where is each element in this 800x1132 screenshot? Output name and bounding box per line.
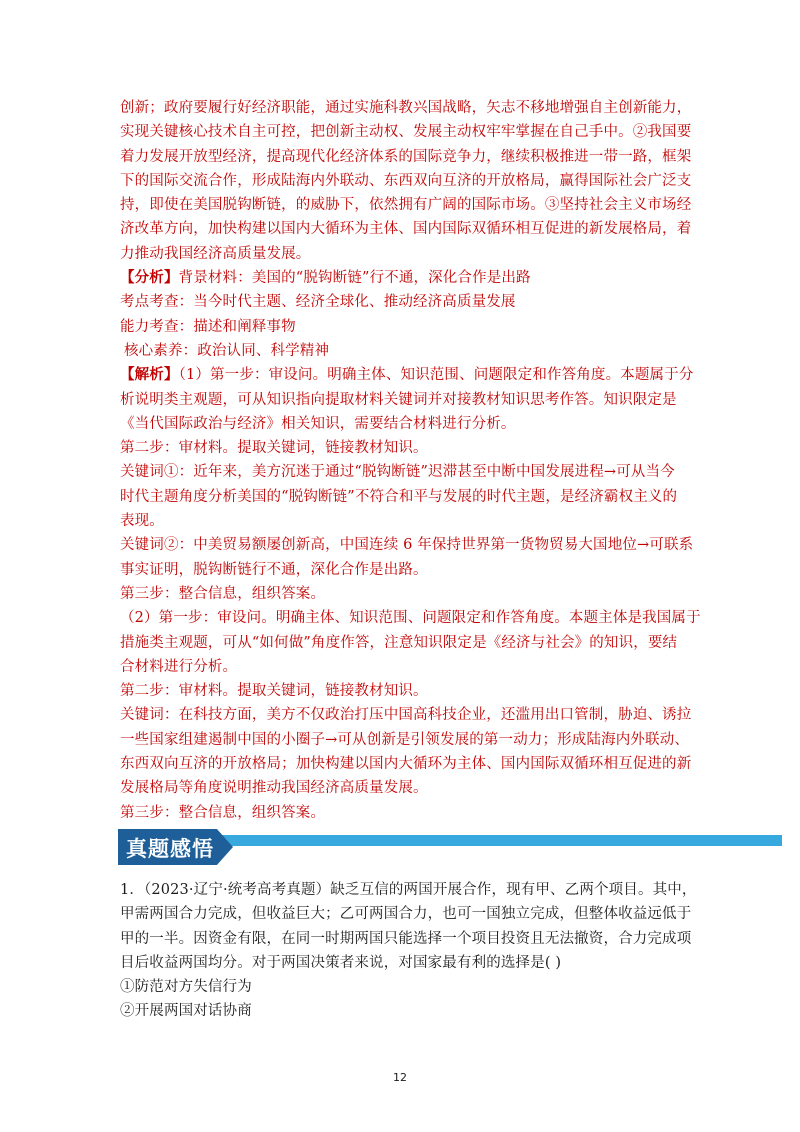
jiexi-line: 关键词①：近年来，美方沉迷于通过“脱钩断链”迟滞甚至中断中国发展进程→可从当今	[120, 464, 675, 481]
analysis-section	[120, 96, 701, 825]
jiexi-line: 合材料进行分析。	[120, 658, 238, 675]
nengli-line: 能力考查：描述和阐释事物	[120, 318, 296, 335]
jiexi-line: 《当代国际政治与经济》相关知识，需要结合材料进行分析。	[120, 415, 516, 432]
question-stem-line: 1．（2023·辽宁·统考高考真题）缺乏互信的两国开展合作，现有甲、乙两个项目。其中，	[120, 882, 697, 898]
page-number: 12	[393, 1071, 407, 1084]
question-option: ①防范对方失信行为	[120, 979, 252, 996]
question-stem-line: 甲需两国合力完成，但收益巨大；乙可两国合力，也可一国独立完成，但整体收益远低于	[120, 906, 692, 923]
analysis-line: 下的国际交流合作，形成陆海内外联动、东西双向互济的开放格局，赢得国际社会广泛支	[120, 172, 692, 189]
analysis-line: 济改革方向，加快构建以国内大循环为主体、国内国际双循环相互促进的新发展格局，着	[120, 221, 692, 238]
jiexi-line: 关键词②：中美贸易额屡创新高，中国连续 6 年保持世界第一货物贸易大国地位→可联系	[120, 537, 694, 554]
jiexi-line: （2）第一步：审设问。明确主体、知识范围、问题限定和作答角度。本题主体是我国属于	[120, 610, 701, 627]
jiexi-line: 析说明类主观题，可从知识指向提取材料关键词并对接教材知识思考作答。知识限定是	[120, 391, 677, 408]
kaodian-line: 考点考查：当今时代主题、经济全球化、推动经济高质量发展	[120, 294, 516, 311]
question-option: ②开展两国对话协商	[120, 1003, 252, 1020]
jiexi-line: 关键词：在科技方面，美方不仅政治打压中国高科技企业，还滥用出口管制，胁迫、诱拉	[120, 707, 692, 724]
jiexi-first-text: （1）第一步：审设问。明确主体、知识范围、问题限定和作答角度。本题属于分	[178, 367, 694, 384]
analysis-line: 创新；政府要履行好经济职能，通过实施科教兴国战略，矢志不移地增强自主创新能力，	[120, 100, 692, 116]
jiexi-line: 东西双向互济的开放格局；加快构建以国内大循环为主体、国内国际双循环相互促进的新	[120, 756, 692, 773]
jiexi-line: 发展格局等角度说明推动我国经济高质量发展。	[120, 780, 428, 797]
fenxi-tag: 【分析】	[120, 269, 179, 287]
jiexi-line: 措施类主观题，可从“如何做”角度作答，注意知识限定是《经济与社会》的知识，要结	[120, 634, 678, 651]
jiexi-line: 第二步：审材料。提取关键词，链接教材知识。	[120, 683, 428, 700]
jiexi-line: 一些国家组建遏制中国的小圈子→可从创新是引领发展的第一动力；形成陆海内外联动、	[120, 731, 689, 748]
jiexi-line: 第三步：整合信息，组织答案。	[120, 804, 326, 821]
question-stem-line: 甲的一半。因资金有限，在同一时期两国只能选择一个项目投资且无法撤资，合力完成项	[120, 930, 692, 947]
banner-stripe	[208, 835, 782, 846]
fenxi-text: 背景材料：美国的“脱钩断链”行不通，深化合作是出路	[178, 270, 531, 287]
jiexi-line: 第三步：整合信息，组织答案。	[120, 585, 326, 602]
suyang-line: 核心素养：政治认同、科学精神	[124, 342, 330, 359]
analysis-line: 实现关键核心技术自主可控，把创新主动权、发展主动权牢牢掌握在自己手中。②我国要	[120, 124, 692, 141]
jiexi-line: 第二步：审材料。提取关键词，链接教材知识。	[120, 440, 428, 457]
section-banner	[118, 829, 782, 869]
jiexi-line: 时代主题角度分析美国的“脱钩断链”不符合和平与发展的时代主题，是经济霸权主义的	[120, 488, 678, 505]
jiexi-line	[120, 363, 694, 387]
analysis-line: 持，即使在美国脱钩断链，的威胁下，依然拥有广阔的国际市场。③坚持社会主义市场经	[120, 197, 692, 214]
jiexi-tag: 【解析】	[120, 366, 179, 384]
jiexi-line: 事实证明，脱钩断链行不通，深化合作是出路。	[120, 561, 428, 578]
question-block	[120, 878, 697, 1024]
banner-title: 真题感悟	[126, 837, 214, 861]
analysis-line: 着力发展开放型经济，提高现代化经济体系的国际竞争力，继续积极推进一带一路，框架	[120, 148, 692, 165]
jiexi-line: 表现。	[120, 513, 164, 530]
fenxi-line	[120, 266, 685, 290]
question-stem-line: 目后收益两国均分。对于两国决策者来说，对国家最有利的选择是( )	[120, 954, 562, 971]
analysis-line: 力推动我国经济高质量发展。	[120, 245, 311, 262]
